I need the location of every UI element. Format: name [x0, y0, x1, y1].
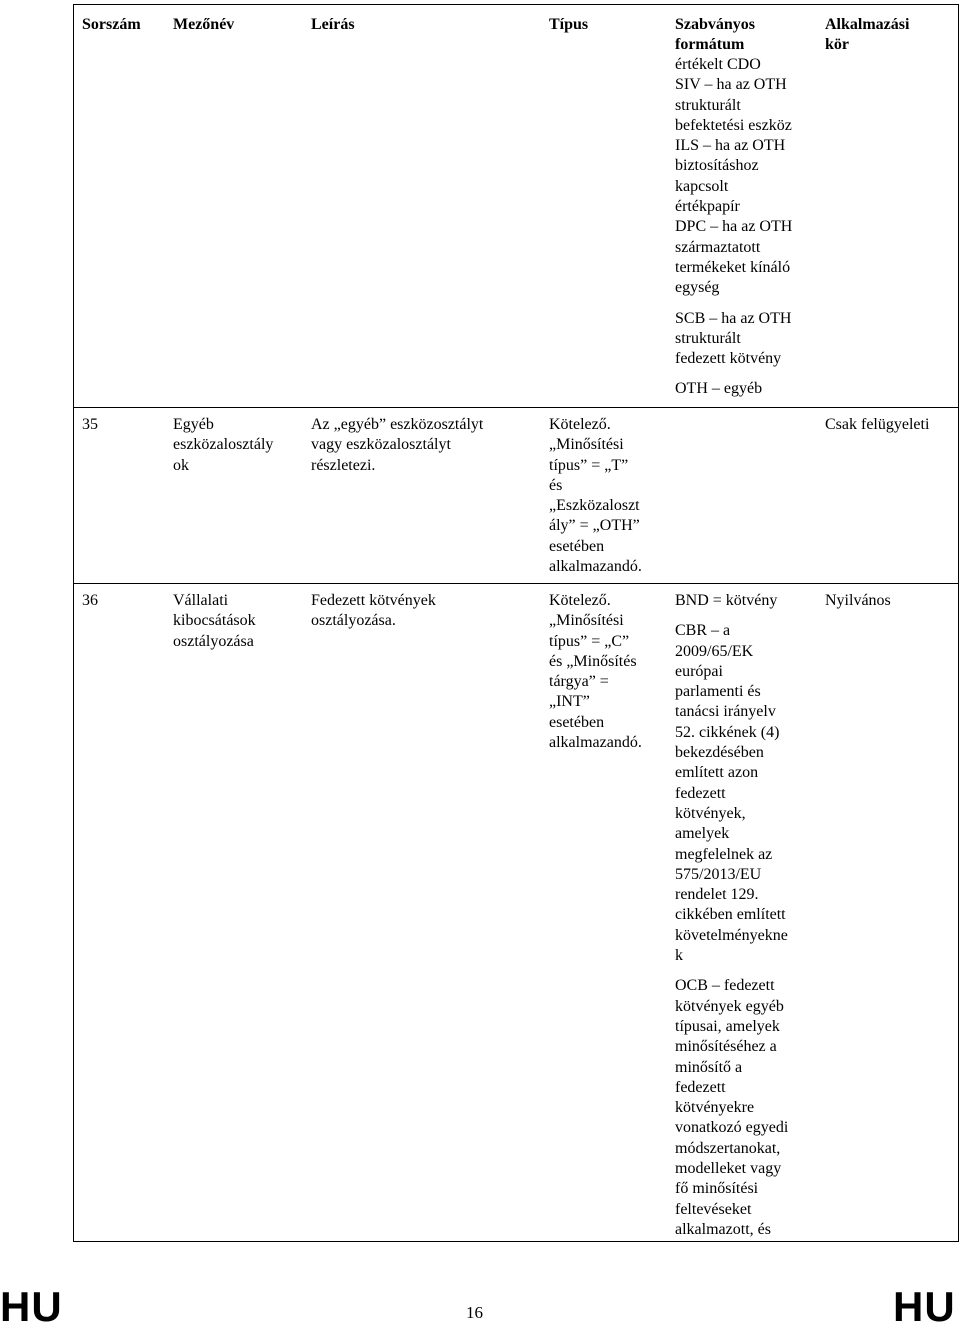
formatum-paragraph: SCB – ha az OTH strukturált fedezett kötvény: [675, 309, 792, 368]
formatum-paragraph: BND = kötvény: [675, 592, 778, 609]
footer-language-label-right: HU: [893, 1283, 956, 1330]
row-35-mezonev: Egyéb eszközalosztály ok: [173, 416, 274, 474]
header-formatum: Szabványos formátum: [675, 16, 756, 54]
header-tipus: Típus: [549, 16, 589, 33]
row-35-tipus: Kötelező. „Minősítési típus” = „T” és „Eszközaloszt ály” = „OTH” esetében alkalmazandó.: [549, 416, 642, 576]
header-alkalmazasi-kor: Alkalmazási kör: [825, 16, 910, 54]
footer-language-label-left: HU: [0, 1283, 63, 1330]
formatum-paragraph: CBR – a 2009/65/EK európai parlamenti és tanácsi irányelv 52. cikkének (4) bekezdésében említett azon fedezett kötvények, amelyek megfelelnek az 575/2013/EU rendelet 129. cikkében említett követelményekne k: [675, 622, 788, 965]
row-36-formatum: [675, 591, 788, 1240]
row-36-sorszam: 36: [82, 592, 98, 609]
row-35-sorszam: 35: [82, 416, 98, 433]
formatum-paragraph: OCB – fedezett kötvények egyéb típusai, amelyek minősítéséhez a minősítő a fedezett kötvényekre vonatkozó egyedi módszertanokat, modelleket vagy fő minősítési feltevéseket alkalmazott, és: [675, 977, 789, 1238]
header-leiras: Leírás: [311, 16, 355, 33]
header-mezonev: Mezőnév: [173, 16, 235, 33]
page-number: 16: [466, 1303, 483, 1322]
row-36-alkalmazasi-kor: Nyilvános: [825, 592, 891, 609]
formatum-paragraph: OTH – egyéb: [675, 380, 763, 398]
header-sorszam: Sorszám: [82, 16, 141, 33]
row-36-leiras: Fedezett kötvények osztályozása.: [311, 592, 436, 630]
row-divider: [74, 583, 958, 584]
continuation-formatum: [675, 55, 792, 400]
row-35-alkalmazasi-kor: Csak felügyeleti: [825, 416, 930, 433]
document-table: [73, 4, 959, 1242]
row-35-leiras: Az „egyéb” eszközosztályt vagy eszközalosztályt részletezi.: [311, 416, 484, 474]
row-36-mezonev: Vállalati kibocsátások osztályozása: [173, 592, 256, 650]
row-36-tipus: Kötelező. „Minősítési típus” = „C” és „Minősítés tárgya” = „INT” esetében alkalmazandó.: [549, 592, 642, 752]
row-divider: [74, 407, 958, 408]
formatum-paragraph: értékelt CDO SIV – ha az OTH strukturált befektetési eszköz ILS – ha az OTH biztosításhoz kapcsolt értékpapír DPC – ha az OTH származtatott termékeket kínáló egység: [675, 56, 793, 297]
